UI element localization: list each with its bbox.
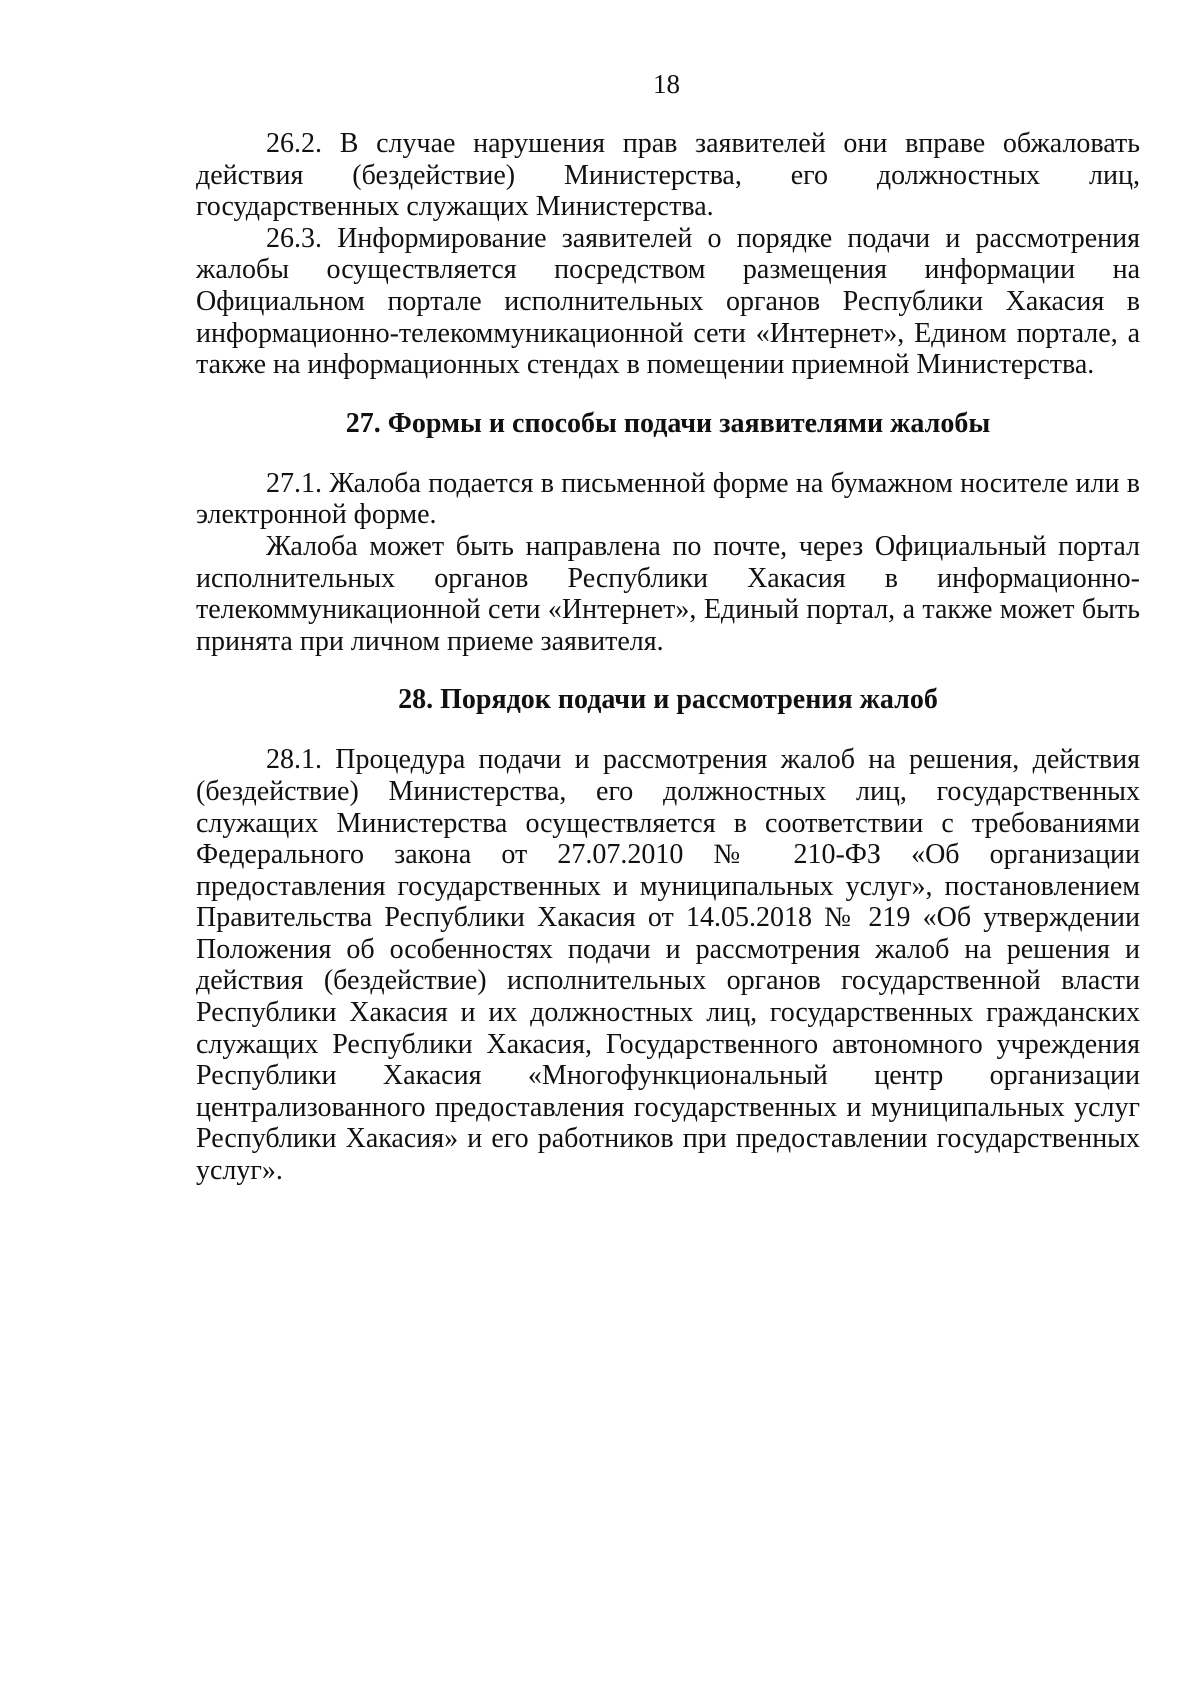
paragraph-27-1-continued: Жалоба может быть направлена по почте, через Официальный портал исполнительных органов Республики Хакасия в информационно-телекоммуникационной сети «Интернет», Единый портал, а также может быть принята при личном приеме заявителя. xyxy=(196,530,1140,657)
paragraph-28-1: 28.1. Процедура подачи и рассмотрения жалоб на решения, действия (бездействие) Министерства, его должностных лиц, государственных служащих Министерства осуществляется в соответствии с требованиями Федерального закона от 27.07.2010 № 210-ФЗ «Об организации предоставления государственных и муниципальных услуг», постановлением Правительства Республики Хакасия от 14.05.2018 № 219 «Об утверждении Положения об особенностях подачи и рассмотрения жалоб на решения и действия (бездействие) исполнительных органов государственной власти Республики Хакасия и их должностных лиц, государственных гражданских служащих Республики Хакасия, Государственного автономного учреждения Республики Хакасия «Многофункциональный центр организации централизованного предоставления государственных и муниципальных услуг Республики Хакасия» и его работников при предоставлении государственных услуг». xyxy=(196,744,1140,1187)
section-heading-28: 28. Порядок подачи и рассмотрения жалоб xyxy=(398,684,938,716)
section-heading-27: 27. Формы и способы подачи заявителями жалобы xyxy=(345,407,991,439)
paragraph-27-1: 27.1. Жалоба подается в письменной форме на бумажном носителе или в электронной форме. xyxy=(196,467,1140,531)
page-number: 18 xyxy=(653,69,680,99)
paragraph-26-3: 26.3. Информирование заявителей о порядке подачи и рассмотрения жалобы осуществляется посредством размещения информации на Официальном портале исполнительных органов Республики Хакасия в информационно-телекоммуникационной сети «Интернет», Едином портале, а также на информационных стендах в помещении приемной Министерства. xyxy=(196,222,1140,381)
paragraph-26-2: 26.2. В случае нарушения прав заявителей они вправе обжаловать действия (бездействие) Министерства, его должностных лиц, государственных служащих Министерства. xyxy=(196,128,1140,223)
document-body xyxy=(196,128,1140,1187)
